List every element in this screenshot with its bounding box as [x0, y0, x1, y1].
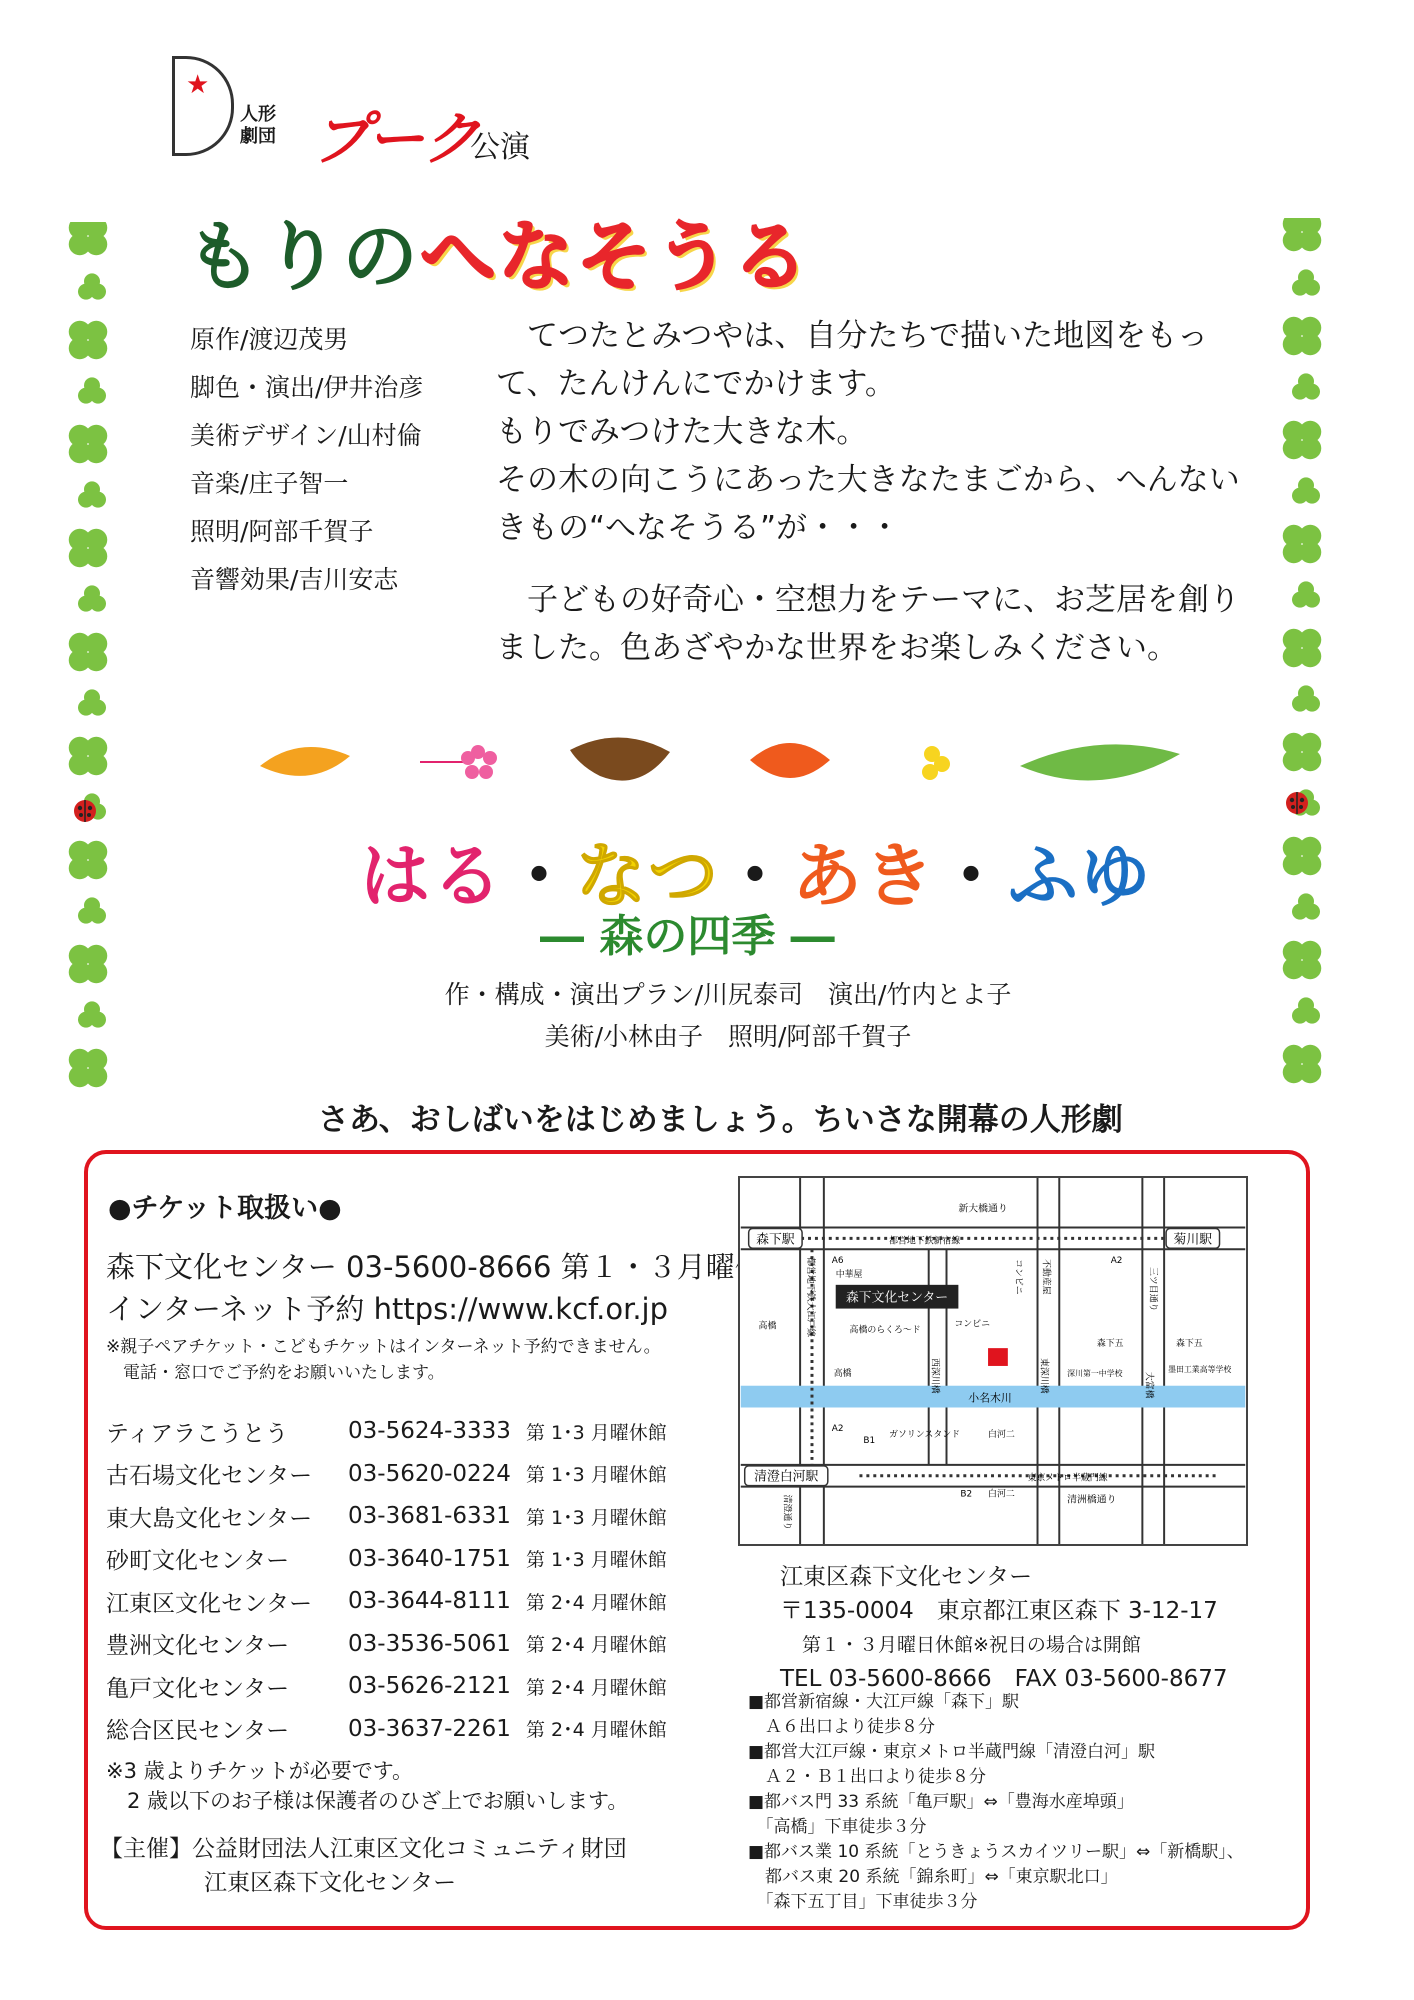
clover-icon: [1292, 581, 1320, 607]
venue-name: 古石場文化センター: [106, 1463, 313, 1490]
map-shop: 中華屋: [835, 1269, 863, 1280]
venue-row: [106, 1453, 667, 1496]
map-street: 高橋のらくろ～ド: [849, 1325, 921, 1336]
clover-icon: [69, 1049, 108, 1088]
clover-icon: [1283, 421, 1322, 460]
venue-tel: 03-5626-2121: [348, 1673, 511, 1700]
clover-icon: [1283, 218, 1322, 251]
pink-flower-icon: [461, 745, 497, 779]
note-line: ※3 歳よりチケットが必要です。: [106, 1759, 414, 1783]
brown-leaf-icon: [570, 737, 670, 780]
clover-icon: [69, 321, 108, 360]
clover-icon: [1292, 685, 1320, 711]
access-line: Ａ６出口より徒歩８分: [748, 1717, 935, 1737]
venue-address: [780, 1560, 1228, 1696]
green-leaf-icon: [1020, 744, 1180, 780]
clover-icon: [1283, 837, 1322, 876]
venue-row: [106, 1708, 667, 1751]
main-venue-info: [106, 1246, 793, 1330]
venue-list: [106, 1410, 667, 1750]
credit-line: 原作/渡辺茂男: [190, 325, 349, 354]
yellow-flower-icon: [922, 746, 950, 780]
venue-holiday: 第 1･3 月曜休館: [526, 1421, 667, 1444]
map-line: 都営地下鉄新宿線: [889, 1236, 961, 1247]
clover-icon: [1283, 941, 1322, 980]
map-intersection: 森下五: [1096, 1339, 1124, 1350]
synopsis-line: てつたとみつやは、自分たちで描いた地図をもって、たんけんにでかけます。: [496, 318, 1209, 402]
clover-icon: [78, 1001, 106, 1027]
address-line: TEL 03-5600-8666 FAX 03-5600-8677: [780, 1666, 1228, 1692]
venue-tel: 03-3536-5061: [348, 1630, 511, 1657]
clover-icon: [1292, 373, 1320, 399]
clover-icon: [69, 529, 108, 568]
venue-tel: 03-5624-3333: [348, 1418, 511, 1445]
note-line: ※親子ペアチケット・こどもチケットはインターネット予約できません。: [106, 1337, 661, 1357]
venue-row: [106, 1665, 667, 1708]
clover-icon: [69, 425, 108, 464]
show1-title-red: へなそうる: [420, 212, 810, 301]
venue-name: 砂町文化センター: [106, 1548, 290, 1575]
venue-name: 豊洲文化センター: [106, 1633, 290, 1660]
access-line: 都バス東 20 系統「錦糸町」⇔「東京駅北口」: [748, 1867, 1118, 1887]
clover-icon: [1292, 997, 1320, 1023]
title-spring: はる: [360, 835, 504, 917]
access-info: [748, 1690, 1244, 1915]
red-leaf-icon: [750, 743, 830, 778]
map-bridge: 高橋: [758, 1321, 777, 1332]
title-summer: なつ: [576, 835, 720, 917]
map-center-label: 森下文化センター: [845, 1290, 949, 1306]
ticket-note: [106, 1334, 661, 1386]
synopsis-line: その木の向こうにあった大きなたまごから、へんないきもの“へなそうる”が・・・: [496, 462, 1240, 546]
clover-icon: [78, 585, 106, 611]
map-intersection: 白河二: [988, 1430, 1015, 1441]
credit-line: 音響効果/吉川安志: [190, 565, 399, 594]
title-winter: ふゆ: [1008, 835, 1152, 917]
clover-icon: [69, 222, 108, 255]
venue-marker-icon: [988, 1348, 1008, 1366]
clover-icon: [78, 897, 106, 923]
synopsis-paragraph: 子どもの好奇心・空想力をテーマに、お芝居を創りました。色あざやかな世界をお楽しみください。: [496, 582, 1240, 666]
map-road: 新大橋通り: [958, 1203, 1008, 1215]
show1-credits: [190, 316, 423, 604]
sponsor-line: 【主催】公益財団法人江東区文化コミュニティ財団: [100, 1836, 627, 1862]
credit-line: 美術デザイン/山村倫: [190, 421, 422, 450]
synopsis-paragraph: [496, 312, 1256, 552]
venue-holiday: 第 2･4 月曜休館: [526, 1591, 667, 1614]
ticket-heading: ●チケット取扱い●: [108, 1193, 342, 1224]
map-gas-station: ガソリンスタンド: [889, 1430, 960, 1441]
venue-row: [106, 1580, 667, 1623]
clover-icon: [1283, 317, 1322, 356]
synopsis-line: もりでみつけた大きな木。: [496, 414, 868, 450]
map-station-morishita: 森下駅: [756, 1232, 795, 1248]
access-line: ■都営大江戸線・東京メトロ半蔵門線「清澄白河」駅: [748, 1742, 1156, 1762]
access-line: ■都営新宿線・大江戸線「森下」駅: [748, 1692, 1020, 1712]
clover-icon: [69, 841, 108, 880]
clover-icon: [1283, 629, 1322, 668]
venue-holiday: 第 2･4 月曜休館: [526, 1676, 667, 1699]
performance-label: 公演: [470, 130, 530, 165]
map-shop-vertical: コンビニ: [1012, 1259, 1023, 1295]
map-intersection: 森下五: [1176, 1339, 1203, 1350]
title-separator: ・: [720, 835, 792, 917]
map-bridge: 高橋: [833, 1368, 852, 1379]
map-intersection: 白河二: [988, 1489, 1015, 1500]
venue-tel: 03-5620-0224: [348, 1460, 511, 1487]
main-venue-phone: 森下文化センター 03-5600-8666 第１・３月曜休館: [106, 1250, 793, 1284]
clover-icon: [1292, 893, 1320, 919]
clover-icon: [1283, 525, 1322, 564]
credit-line: 脚色・演出/伊井治彦: [190, 373, 424, 402]
access-map: [738, 1176, 1248, 1546]
ladybug-icon: [72, 798, 98, 824]
star-icon: ★: [186, 70, 210, 100]
age-note: [106, 1756, 628, 1816]
clover-icon: [78, 273, 106, 299]
right-clover-border: [1276, 218, 1336, 1118]
venue-tel: 03-3637-2261: [348, 1715, 511, 1742]
note-line: 電話・窓口でご予約をお願いいたします。: [106, 1363, 445, 1383]
credit-line: 作・構成・演出プラン/川尻泰司 演出/竹内とよ子: [444, 980, 1012, 1009]
troupe-brand: プーク: [312, 105, 479, 173]
map-river: 小名木川: [968, 1391, 1012, 1405]
clover-icon: [78, 689, 106, 715]
map-road-vertical: 清澄通り: [781, 1494, 792, 1531]
map-road: 清洲橋通り: [1067, 1494, 1117, 1506]
venue-name: 亀戸文化センター: [106, 1675, 290, 1702]
note-line: 2 歳以下のお子様は保護者のひざ上でお願いします。: [106, 1789, 629, 1813]
access-line: 「高橋」下車徒歩３分: [748, 1817, 927, 1837]
venue-name: 総合区民センター: [106, 1718, 290, 1745]
map-station-kiyosumi: 清澄白河駅: [754, 1469, 819, 1485]
venue-holiday: 第 2･4 月曜休館: [526, 1634, 667, 1657]
clover-icon: [78, 377, 106, 403]
show1-title-green: もりの: [186, 212, 420, 301]
venue-row: [106, 1410, 667, 1453]
address-line: 〒135-0004 東京都江東区森下 3-12-17: [780, 1598, 1218, 1624]
venue-row: [106, 1538, 667, 1581]
venue-name: 東大島文化センター: [106, 1505, 313, 1532]
venue-holiday: 第 1･3 月曜休館: [526, 1506, 667, 1529]
title-separator: ・: [936, 835, 1008, 917]
ladybug-icon: [1284, 790, 1310, 816]
venue-holiday: 第 1･3 月曜休館: [526, 1464, 667, 1487]
leaves-decoration: [240, 730, 1200, 800]
show2-credits: [418, 974, 1038, 1058]
map-bridge-vertical: 大富橋: [1143, 1371, 1154, 1399]
venue-name: ティアラこうとう: [106, 1420, 289, 1447]
clover-icon: [69, 945, 108, 984]
map-shop-vertical: 不動産屋: [1040, 1259, 1051, 1295]
title-autumn: あき: [792, 835, 936, 917]
map-school: 深川第一中学校: [1067, 1368, 1123, 1378]
venue-name: 江東区文化センター: [106, 1590, 313, 1617]
clover-icon: [1283, 733, 1322, 772]
sponsor: [100, 1832, 627, 1900]
map-shop: コンビニ: [954, 1319, 990, 1330]
venue-row: [106, 1495, 667, 1538]
credit-line: 照明/阿部千賀子: [190, 517, 374, 546]
venue-tel: 03-3681-6331: [348, 1503, 511, 1530]
show1-synopsis: [496, 312, 1256, 696]
map-exit: A2: [1110, 1256, 1123, 1267]
map-exit: A6: [831, 1256, 844, 1267]
clover-icon: [78, 481, 106, 507]
venue-row: [106, 1623, 667, 1666]
orange-leaf-icon: [260, 747, 350, 776]
internet-reservation-link[interactable]: インターネット予約 https://www.kcf.or.jp: [106, 1292, 669, 1326]
venue-holiday: 第 1･3 月曜休館: [526, 1549, 667, 1572]
clover-icon: [69, 633, 108, 672]
map-bridge-vertical: 東深川橋: [1038, 1358, 1049, 1394]
venue-holiday: 第 2･4 月曜休館: [526, 1719, 667, 1742]
show1-title: [186, 196, 810, 305]
show2-subtitle: ― 森の四季 ―: [540, 911, 835, 962]
sponsor-line: 江東区森下文化センター: [204, 1870, 457, 1896]
access-line: 「森下五丁目」下車徒歩３分: [748, 1892, 978, 1912]
map-school: 墨田工業高等学校: [1168, 1364, 1232, 1374]
tagline: さあ、おしばいをはじめましょう。ちいさな開幕の人形劇: [318, 1102, 1123, 1138]
map-exit: B1: [863, 1436, 876, 1447]
access-line: ■都バス業 10 系統「とうきょうスカイツリー駅」⇔「新橋駅」、: [748, 1842, 1244, 1862]
map-station-kikukawa: 菊川駅: [1173, 1232, 1213, 1248]
map-exit: B2: [960, 1489, 973, 1500]
left-clover-border: [62, 222, 122, 1122]
map-road-vertical: 三ツ目通り: [1147, 1267, 1158, 1312]
access-line: Ａ２・Ｂ１出口より徒歩８分: [748, 1767, 986, 1787]
map-line: 東京メトロ半蔵門線: [1027, 1473, 1108, 1484]
address-line: 第１・３月曜日休館※祝日の場合は開館: [802, 1634, 1141, 1656]
credit-line: 美術/小林由子 照明/阿部千賀子: [544, 1022, 912, 1051]
clover-icon: [69, 737, 108, 776]
venue-tel: 03-3640-1751: [348, 1545, 511, 1572]
credit-line: 音楽/庄子智一: [190, 469, 349, 498]
map-exit: A2: [831, 1424, 844, 1435]
map-bridge-vertical: 西深川橋: [929, 1358, 940, 1394]
clover-icon: [1292, 477, 1320, 503]
title-separator: ・: [504, 835, 576, 917]
map-line-vertical: 都営地下鉄大江戸線: [805, 1257, 816, 1338]
clover-icon: [1283, 1045, 1322, 1084]
troupe-label: 人形劇団: [240, 104, 276, 147]
venue-tel: 03-3644-8111: [348, 1588, 511, 1615]
access-line: ■都バス門 33 系統「亀戸駅」⇔「豊海水産埠頭」: [748, 1792, 1134, 1812]
venue-name: 江東区森下文化センター: [780, 1564, 1033, 1590]
clover-icon: [1292, 269, 1320, 295]
